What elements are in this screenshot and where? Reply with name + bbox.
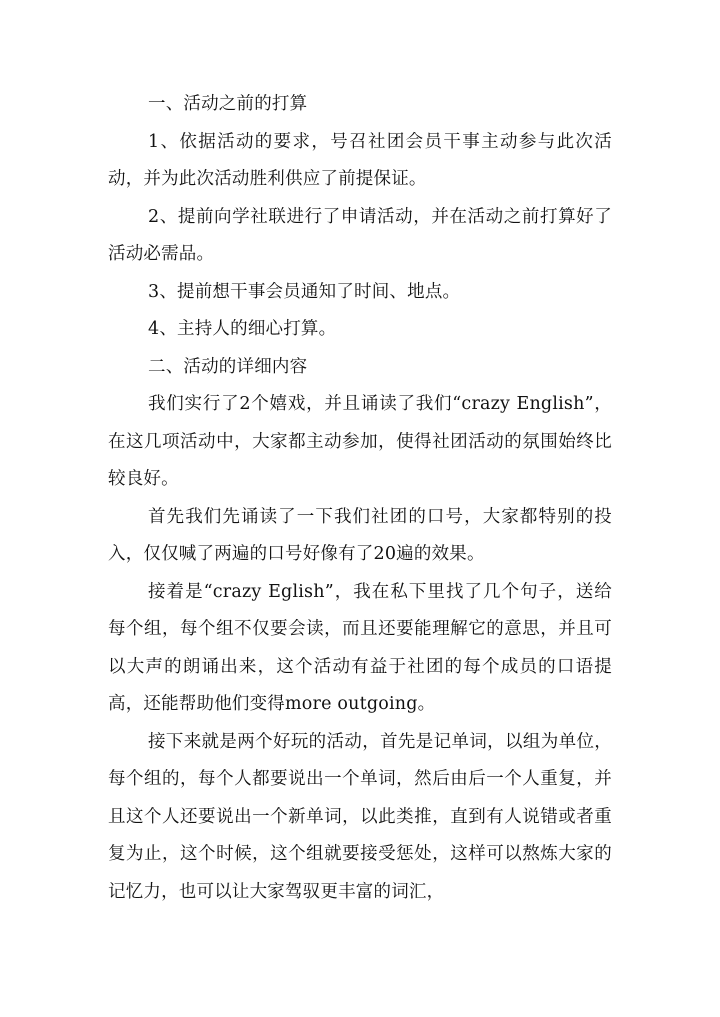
section-heading-preparation: 一、活动之前的打算 (148, 94, 308, 114)
paragraph-item-2: 2、提前向学社联进行了申请活动，并在活动之前打算好了活动必需品。 (108, 206, 612, 264)
paragraph-word-game: 接下来就是两个好玩的活动，首先是记单词，以组为单位，每个组的，每个人都要说出一个单词，然后由后一个人重复，并且这个人还要说出一个新单词，以此类推，直到有人说错或者重复为止，这个时候，这个组就要接受惩处，这样可以熬炼大家的记忆力，也可以让大家驾驭更丰富的词汇， (108, 731, 612, 902)
paragraph-item-3: 3、提前想干事会员通知了时间、地点。 (148, 281, 461, 302)
section-heading-content: 二、活动的详细内容 (148, 356, 308, 377)
document-body (108, 86, 612, 911)
paragraph-crazy-english: 接着是“crazy Eglish”，我在私下里找了几个句子，送给每个组，每个组不仅要会读，而且还要能理解它的意思，并且可以大声的朗诵出来，这个活动有益于社团的每个成员的口语提高，还能帮助他们变得more outgoing。 (108, 581, 612, 714)
paragraph-item-4: 4、主持人的细心打算。 (148, 319, 337, 339)
paragraph-slogan: 首先我们先诵读了一下我们社团的口号，大家都特别的投入，仅仅喊了两遍的口号好像有了20遍的效果。 (108, 506, 612, 564)
paragraph-games: 我们实行了2个嬉戏，并且诵读了我们“crazy English”，在这几项活动中，大家都主动参加，使得社团活动的氛围始终比较良好。 (108, 394, 612, 489)
paragraph-item-1: 1、依据活动的要求，号召社团会员干事主动参与此次活动，并为此次活动胜利供应了前提保证。 (108, 131, 612, 189)
